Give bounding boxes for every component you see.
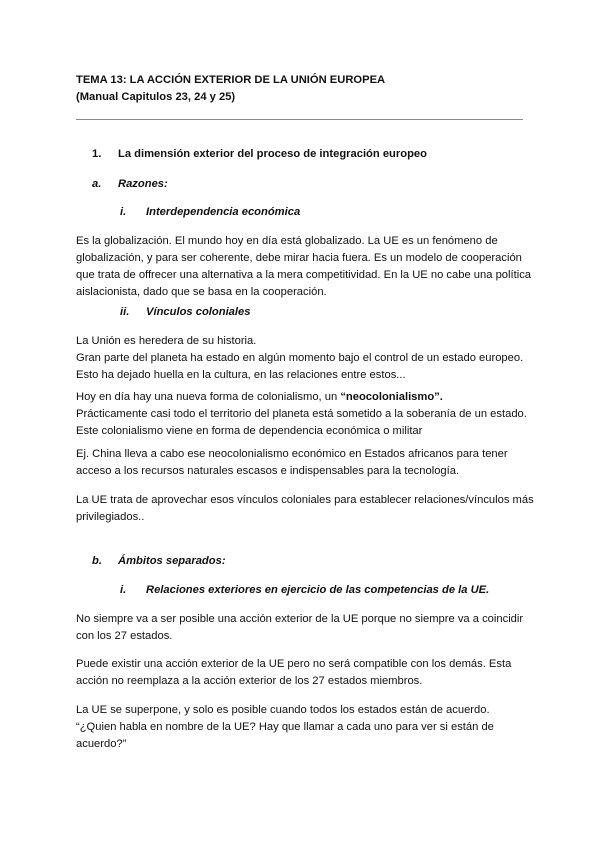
paragraph-line: No siempre va a ser posible una acción exterior de la UE porque no siempre va a coincidir [76,613,524,625]
item-a-ii-heading [120,304,250,321]
subsection-a-marker: a. [92,178,102,190]
paragraph-line: Este colonialismo viene en forma de dependencia económica o militar [76,425,423,437]
paragraph-superposicion [76,702,494,753]
paragraph-ue-vinculos [76,492,534,526]
item-a-i-marker: i. [120,206,127,218]
paragraph-line: Ej. China lleva a cabo ese neocolonialismo económico en Estados africanos para tener [76,448,508,460]
subsection-b-title: Ámbitos separados: [118,555,226,567]
paragraph-line: acuerdo?” [76,738,127,750]
paragraph-line: privilegiados.. [76,511,145,523]
section-1-title: La dimensión exterior del proceso de integración europeo [118,148,427,160]
paragraph-line: La UE se superpone, y solo es posible cuando todos los estados están de acuerdo. [76,704,490,716]
paragraph-line: “¿Quien habla en nombre de la UE? Hay que llamar a cada uno para ver si están de [76,721,494,733]
title-text: TEMA 13: LA ACCIÓN EXTERIOR DE LA UNIÓN EUROPEA [76,74,386,86]
paragraph-compatibilidad [76,656,511,690]
neocolonialismo-term: “neocolonialismo”. [340,391,443,403]
paragraph-interdependencia [76,233,531,301]
horizontal-divider [76,119,523,120]
section-1-heading [92,146,427,163]
item-a-ii-title: Vínculos coloniales [146,306,251,318]
paragraph-line: globalización, y para ser coherente, debe mirar hacia fuera. Es un modelo de cooperación [76,252,522,264]
paragraph-line: La UE trata de aprovechar esos vínculos coloniales para establecer relaciones/vínculos más [76,494,534,506]
section-1-number: 1. [92,148,102,160]
paragraph-line: Esto ha dejado huella en la cultura, en las relaciones entre estos... [76,369,406,381]
paragraph-line: Gran parte del planeta ha estado en algún momento bajo el control de un estado europeo. [76,352,524,364]
paragraph-line: Puede existir una acción exterior de la UE pero no será compatible con los demás. Esta [76,658,512,670]
paragraph-china-example [76,446,508,480]
subsection-a-title: Razones: [118,178,168,190]
subsection-b-marker: b. [92,555,102,567]
paragraph-line: aislacionista, dado que se basa en la cooperación. [76,286,327,298]
paragraph-neocolonialismo [76,389,527,440]
paragraph-line: acción no reemplaza a la acción exterior de los 27 estados miembros. [76,675,423,687]
subtitle-text: (Manual Capitulos 23, 24 y 25) [76,91,236,103]
item-a-i-heading [120,204,300,221]
paragraph-no-siempre [76,611,523,645]
subsection-b-heading [92,553,226,570]
paragraph-line: que trata de offrecer una alternativa a la mera competitividad. En la UE no cabe una política [76,269,532,281]
paragraph-line: Prácticamente casi todo el territorio del planeta está sometido a la soberanía de un estado. [76,408,527,420]
item-a-i-title: Interdependencia económica [146,206,301,218]
item-b-i-marker: i. [120,584,127,596]
paragraph-line: acceso a los recursos naturales escasos e indispensables para la tecnología. [76,465,460,477]
item-b-i-heading [120,582,489,599]
item-b-i-title: Relaciones exteriores en ejercicio de las competencias de la UE. [146,584,490,596]
paragraph-line: La Unión es heredera de su historia. [76,335,257,347]
paragraph-line [76,389,527,406]
subsection-a-heading [92,176,168,193]
item-a-ii-marker: ii. [120,306,130,318]
paragraph-herencia [76,333,523,384]
line-text: Hoy en día hay una nueva forma de colonialismo, un [76,391,341,403]
document-title [76,72,385,106]
paragraph-line: Es la globalización. El mundo hoy en día está globalizado. La UE es un fenómeno de [76,235,498,247]
paragraph-line: con los 27 estados. [76,630,173,642]
